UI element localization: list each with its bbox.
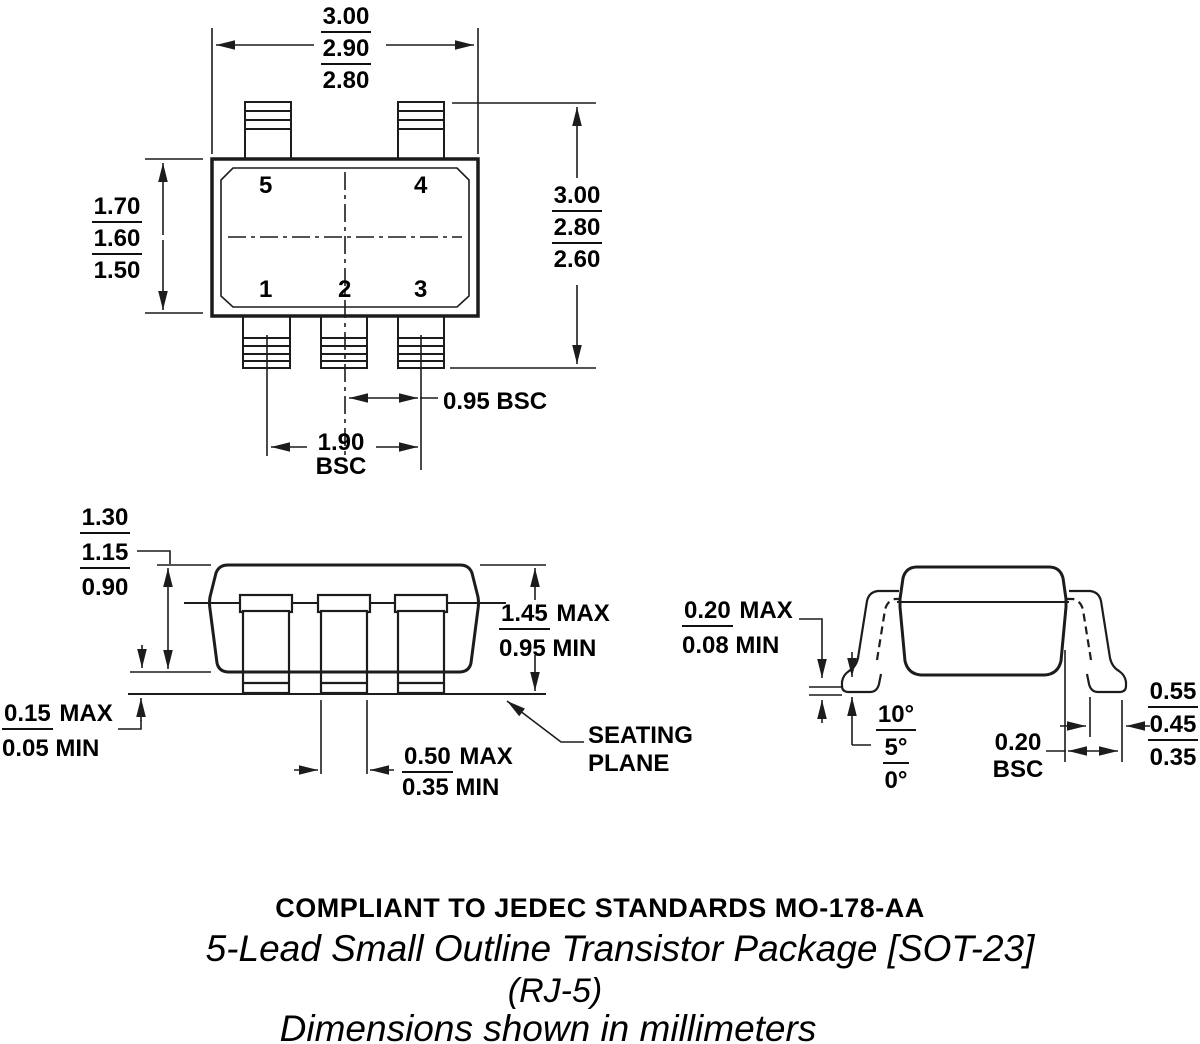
pin-number-5: 5	[259, 172, 273, 199]
seating-plane-leader	[507, 701, 584, 742]
pin-number-1: 1	[259, 276, 273, 303]
package-code: (RJ-5)	[507, 972, 603, 1010]
bottom-lead-pin2	[321, 316, 367, 368]
seating-plane-label: SEATING PLANE	[588, 722, 693, 777]
end-body-outline	[900, 567, 1066, 675]
top-lead-pin4	[398, 102, 444, 159]
top-width-dimension: 3.00 2.90 2.80	[322, 3, 370, 94]
end-lead-left-outer	[842, 591, 899, 692]
body-height-dimension: 1.70 1.60 1.50	[93, 193, 141, 284]
end-lead-right-inner-hidden	[1067, 599, 1091, 660]
end-lead-right-outer	[1069, 591, 1126, 692]
pin-number-3: 3	[414, 276, 428, 303]
side-height-dimension: 1.45 MAX 0.95 MIN	[499, 600, 610, 662]
foot-length-dimension: 0.55 0.45 0.35	[1149, 678, 1197, 771]
standoff-leader	[118, 720, 141, 729]
overall-height-dimension: 3.00 2.80 2.60	[553, 182, 601, 273]
units-note: Dimensions shown in millimeters	[279, 1008, 817, 1044]
package-title: 5-Lead Small Outline Transistor Package [SOT-23]	[205, 928, 1035, 969]
pin-number-4: 4	[414, 172, 428, 199]
pitch-dimension: 0.95 BSC	[443, 388, 548, 415]
end-lead-left-inner-hidden	[877, 599, 901, 660]
lead-width-dimension: 0.50 MAX 0.35 MIN	[402, 743, 513, 801]
top-lead-pin5	[245, 102, 291, 159]
span-dimension: 1.90 BSC	[315, 429, 367, 480]
foot-angle-dimension: 10° 5° 0°	[877, 701, 915, 794]
standoff-dimension: 0.15 MAX 0.05 MIN	[2, 700, 113, 762]
jedec-compliance-note: COMPLIANT TO JEDEC STANDARDS MO-178-AA	[275, 893, 925, 923]
foot-pitch-dimension: 0.20 BSC	[992, 729, 1044, 783]
lead-thickness-leader	[799, 619, 822, 642]
lead-thickness-dimension: 0.20 MAX 0.08 MIN	[682, 597, 793, 659]
side-body-thickness-dimension: 1.30 1.15 0.90	[81, 504, 129, 601]
pin-number-2: 2	[338, 276, 352, 303]
side-lead-3	[395, 595, 447, 693]
side-lead-1	[240, 595, 292, 693]
side-lead-2	[318, 595, 370, 693]
